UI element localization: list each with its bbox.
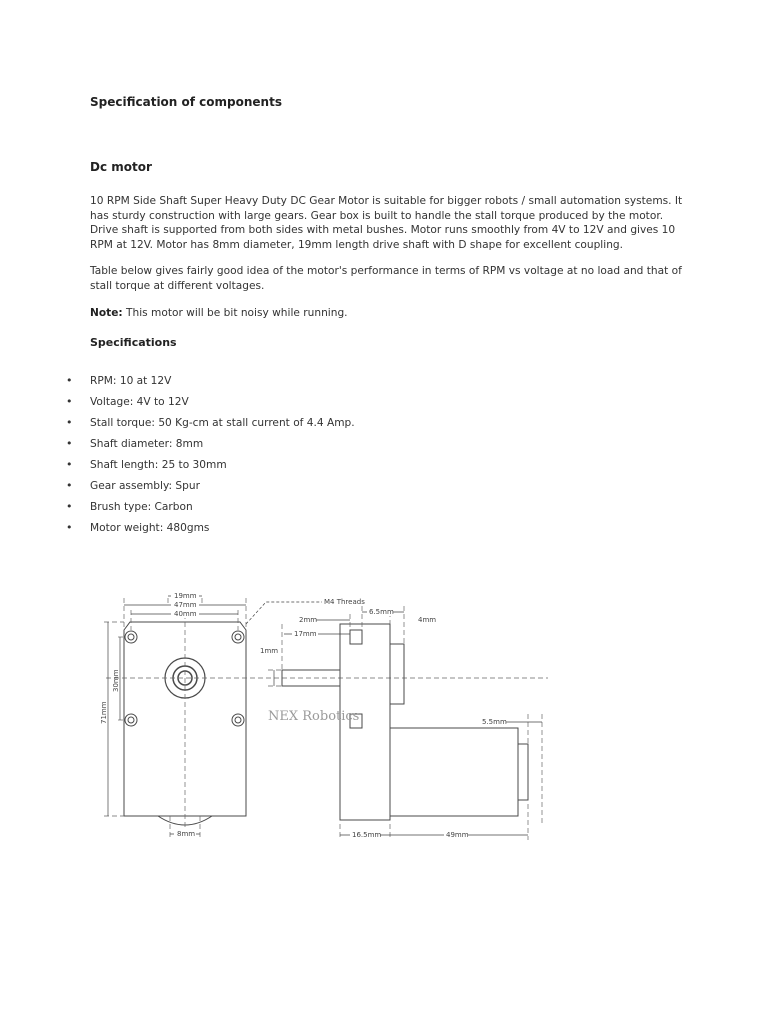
bullet-icon: •: [66, 416, 73, 429]
document-title: Specification of components: [90, 95, 282, 109]
flange-top: [350, 630, 362, 644]
spec-shaft-diameter: Shaft diameter: 8mm: [90, 438, 204, 450]
mount-hole: [125, 631, 137, 643]
dim-label-71mm: 71mm: [100, 701, 108, 724]
bullet-icon: •: [66, 458, 73, 471]
bullet-icon: •: [66, 395, 73, 408]
spec-stall-torque: Stall torque: 50 Kg-cm at stall current of 4.4 Amp.: [90, 417, 355, 429]
end-cap: [518, 744, 528, 800]
bullet-icon: •: [66, 437, 73, 450]
specifications-heading: Specifications: [90, 336, 177, 349]
bullet-icon: •: [66, 374, 73, 387]
rear-boss: [390, 644, 404, 704]
mount-hole: [128, 717, 134, 723]
dim-label-40mm: 40mm: [174, 610, 197, 618]
dim-label-17mm: 17mm: [294, 630, 317, 638]
dim-label-49mm: 49mm: [446, 831, 469, 839]
motor-dimension-drawing: [88, 584, 558, 846]
performance-paragraph: Table below gives fairly good idea of the motor's performance in terms of RPM vs voltage at no load and that of stall torque at different voltages.: [90, 265, 682, 292]
mount-hole: [125, 714, 137, 726]
dim-label-5-5mm: 5.5mm: [482, 718, 507, 726]
dim-label-19mm: 19mm: [174, 592, 197, 600]
dim-label-1mm: 1mm: [260, 647, 279, 655]
motor-body: [390, 728, 518, 816]
note-label: Note:: [90, 307, 123, 319]
bullet-icon: •: [66, 500, 73, 513]
spec-brush-type: Brush type: Carbon: [90, 501, 193, 513]
mount-hole: [232, 631, 244, 643]
drawing-svg: [88, 584, 558, 846]
note-text: This motor will be bit noisy while running.: [122, 307, 348, 319]
spec-gear-assembly: Gear assembly: Spur: [90, 480, 200, 492]
note-line: [90, 307, 348, 319]
mount-hole: [235, 634, 241, 640]
mount-hole: [232, 714, 244, 726]
dim-label-30mm: 30mm: [112, 669, 120, 692]
dim-label-6-5mm: 6.5mm: [369, 608, 394, 616]
spec-voltage: Voltage: 4V to 12V: [90, 396, 189, 408]
dim-label-2mm: 2mm: [299, 616, 318, 624]
mount-hole: [128, 634, 134, 640]
spec-rpm: RPM: 10 at 12V: [90, 375, 172, 387]
dim-label-16-5mm: 16.5mm: [352, 831, 382, 839]
dim-label-47mm: 47mm: [174, 601, 197, 609]
bullet-icon: •: [66, 521, 73, 534]
mount-hole: [235, 717, 241, 723]
watermark-text: NEX Robotics: [268, 709, 360, 724]
bullet-icon: •: [66, 479, 73, 492]
section-heading-dc-motor: Dc motor: [90, 160, 152, 174]
dim-label-4mm: 4mm: [418, 616, 437, 624]
dim-label-8mm: 8mm: [177, 830, 196, 838]
spec-shaft-length: Shaft length: 25 to 30mm: [90, 459, 227, 471]
dim-label-m4-threads: M4 Threads: [324, 598, 365, 606]
description-paragraph: 10 RPM Side Shaft Super Heavy Duty DC Gear Motor is suitable for bigger robots / small automation systems. It has sturdy construction with large gears. Gear box is built to handle the stall torque produced by the motor. Drive shaft is supported from both sides with metal bushes. Motor runs smoothly from 4V to 12V and gives 10 RPM at 12V. Motor has 8mm diameter, 19mm length drive shaft with D shape for excellent coupling.: [90, 195, 683, 251]
spec-motor-weight: Motor weight: 480gms: [90, 522, 210, 534]
